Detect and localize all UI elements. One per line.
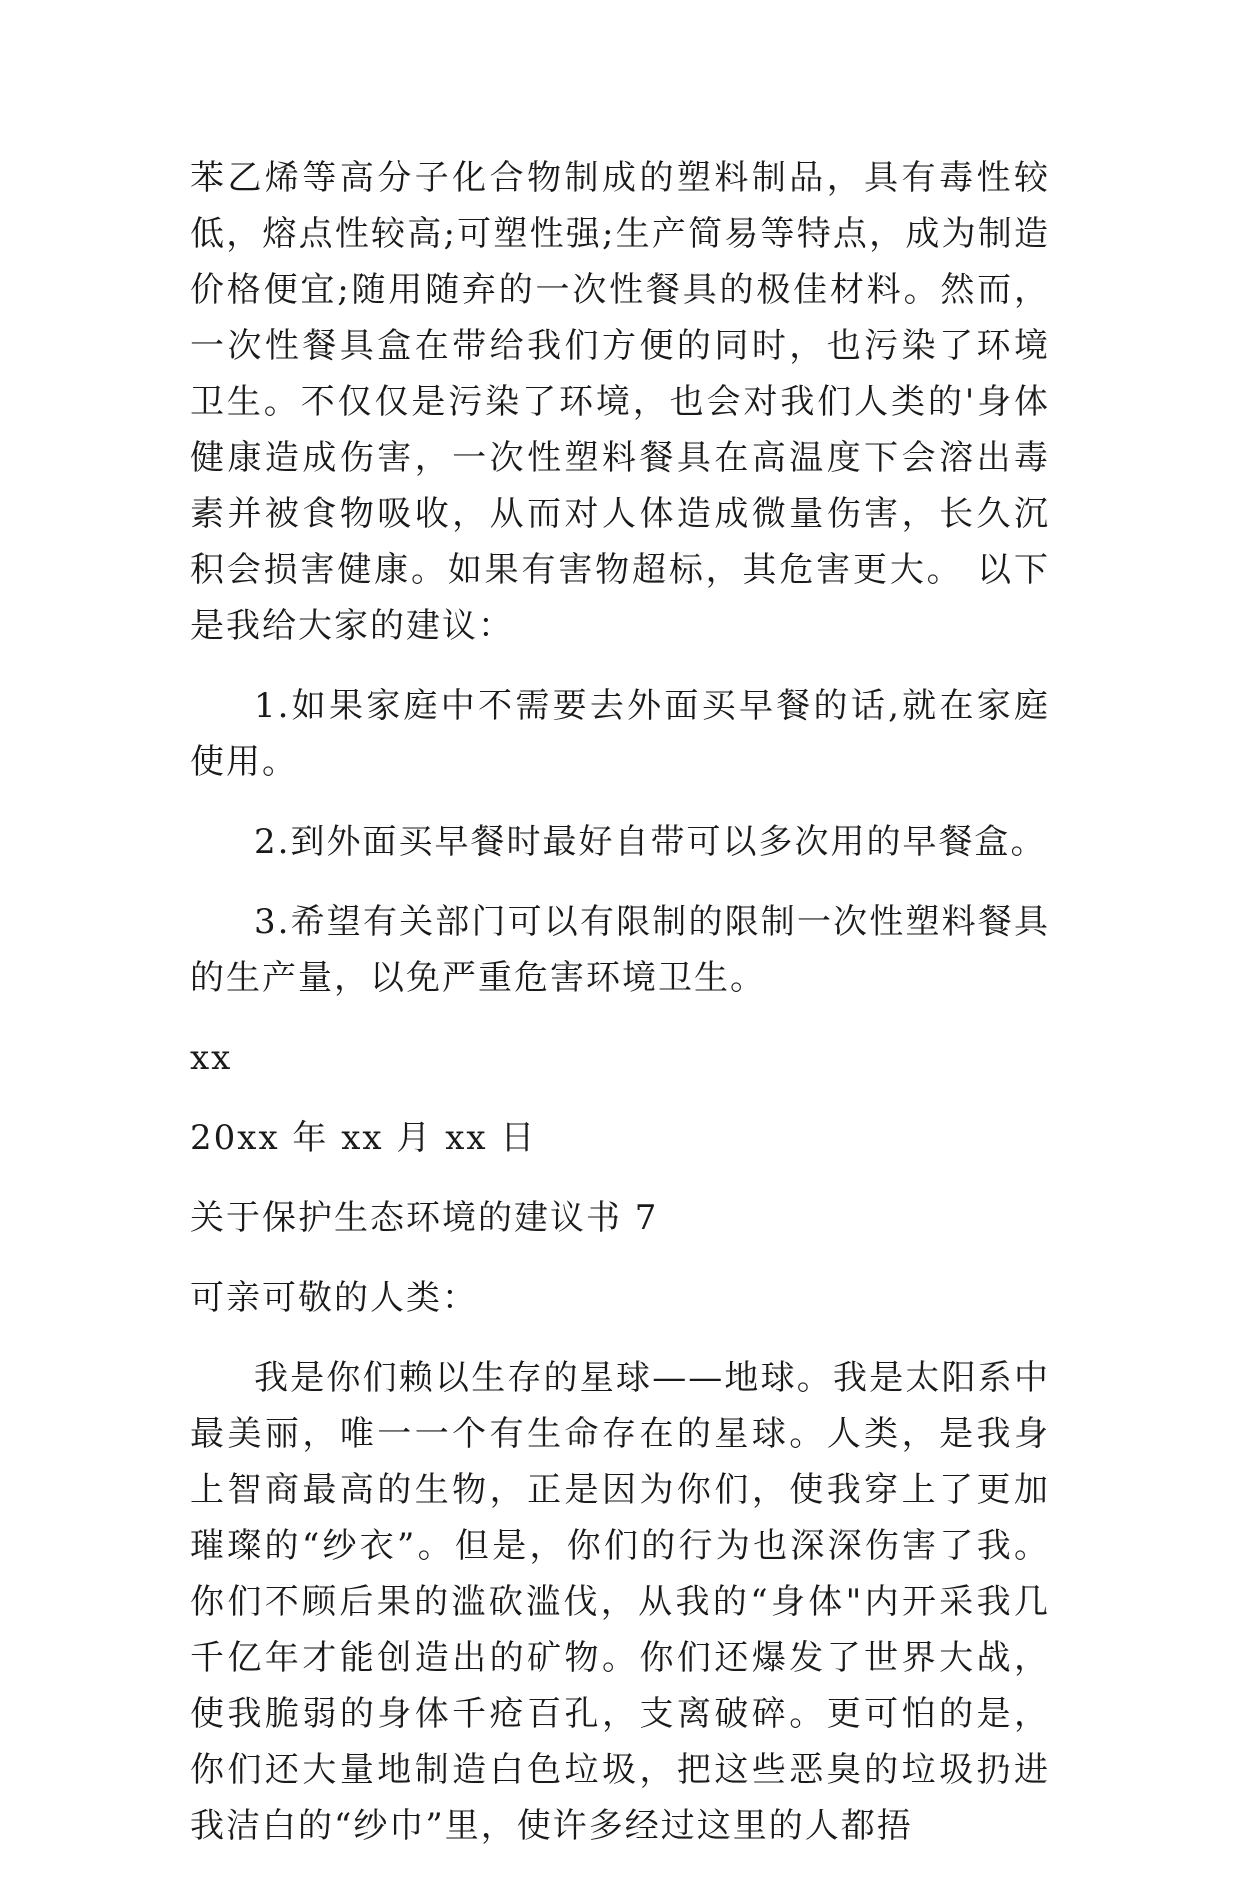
- suggestion-item-2: 2.到外面买早餐时最好自带可以多次用的早餐盒。: [254, 822, 1047, 862]
- date-line: 20xx 年 xx 月 xx 日: [190, 1118, 537, 1158]
- suggestion-item-1: 1.如果家庭中不需要去外面买早餐的话,就在家庭使用。: [190, 686, 1050, 782]
- body-paragraph: 苯乙烯等高分子化合物制成的塑料制品，具有毒性较低，熔点性较高;可塑性强;生产简易等特点，成为制造价格便宜;随用随弃的一次性餐具的极佳材料。然而，一次性餐具盒在带给我们方便的同时，也污染了环境卫生。不仅仅是污染了环境，也会对我们人类的'身体健康造成伤害，一次性塑料餐具在高温度下会溶出毒素并被食物吸收，从而对人体造成微量伤害，长久沉积会损害健康。如果有害物超标，其危害更大。 以下是我给大家的建议：: [190, 158, 1050, 646]
- body-paragraph-2: 我是你们赖以生存的星球——地球。我是太阳系中最美丽，唯一一个有生命存在的星球。人类，是我身上智商最高的生物，正是因为你们，使我穿上了更加璀璨的“纱衣”。但是，你们的行为也深深伤害了我。你们不顾后果的滥砍滥伐，从我的“身体"内开采我几千亿年才能创造出的矿物。你们还爆发了世界大战，使我脆弱的身体千疮百孔，支离破碎。更可怕的是，你们还大量地制造白色垃圾，把这些恶臭的垃圾扔进我洁白的“纱巾”里，使许多经过这里的人都捂: [190, 1358, 1050, 1846]
- document-page: [190, 150, 1050, 1878]
- signature: xx: [190, 1038, 233, 1078]
- section-title: 关于保护生态环境的建议书 7: [190, 1198, 659, 1238]
- salutation: 可亲可敬的人类：: [190, 1278, 478, 1318]
- suggestion-item-3: 3.希望有关部门可以有限制的限制一次性塑料餐具的生产量，以免严重危害环境卫生。: [190, 902, 1050, 998]
